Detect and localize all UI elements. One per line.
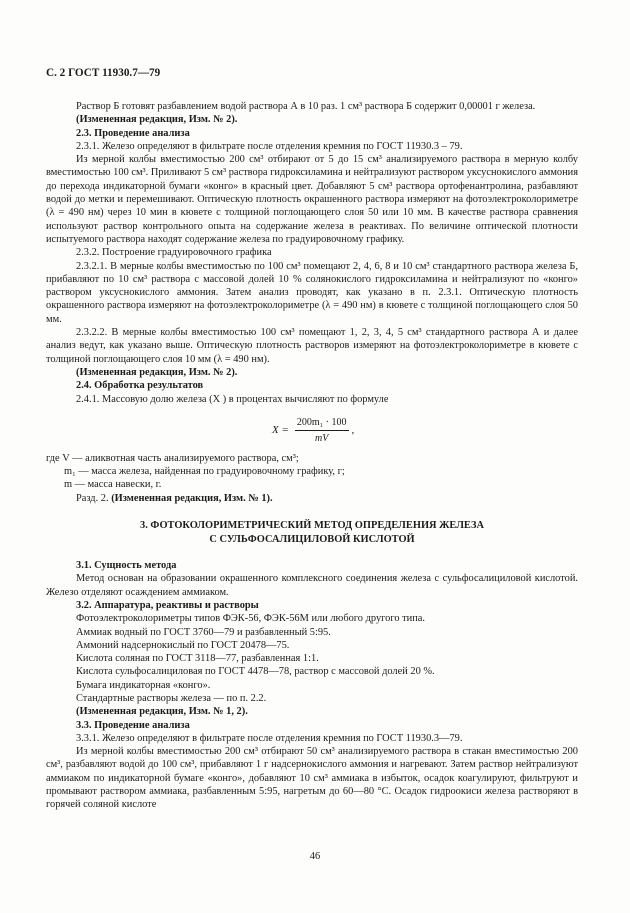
paragraph: 3.3. Проведение анализа	[76, 719, 190, 731]
formula-numerator: 200m₁ · 100	[295, 416, 349, 431]
paragraph: 2.3.2.1. В мерные колбы вместимостью по 100 см³ помещают 2, 4, 6, 8 и 10 см³ стандартного раствора железа Б, прибавляют по 10 см³ раствора с массовой долей 10 % солянокислого гидроксиламина и нейтрализуют по «конго» раствором уксуснокислого аммония. Затем анализ проводят, как указано в п. 2.3.1. Оптическую плотность окрашенного раствора измеряют на фотоэлектроколориметре (λ = 490 нм) в кювете с толщиной поглощающего слоя 50 мм.	[46, 260, 578, 325]
page-body	[46, 100, 578, 812]
paragraph: Аммоний надсернокислый по ГОСТ 20478—75.	[76, 639, 290, 651]
paragraph: Фотоэлектроколориметры типов ФЭК-56, ФЭК-56М или любого другого типа.	[76, 613, 426, 625]
running-header: С. 2 ГОСТ 11930.7—79	[46, 67, 161, 79]
section-2-body	[46, 100, 578, 406]
paragraph: Кислота соляная по ГОСТ 3118—77, разбавленная 1:1.	[76, 653, 319, 665]
section-3-title-line2: С СУЛЬФОСАЛИЦИЛОВОЙ КИСЛОТОЙ	[209, 534, 415, 546]
paragraph: Кислота сульфосалициловая по ГОСТ 4478—78, раствор с массовой долей 20 %.	[76, 666, 435, 678]
paragraph: 2.3.2.2. В мерные колбы вместимостью 100 см³ помещают 1, 2, 3, 4, 5 см³ стандартного раствора А и далее анализ ведут, как указано выше. Оптическую плотность растворов измеряют на фотоэлектроколориметре в кювете с толщиной поглощающего слоя 10 мм (λ = 490 нм).	[46, 327, 578, 365]
paragraph: 2.3. Проведение анализа	[76, 127, 190, 139]
amendment-prefix: Разд. 2.	[76, 492, 109, 504]
formula-denominator: mV	[315, 433, 329, 445]
paragraph: 3.1. Сущность метода	[76, 560, 177, 572]
section-3-title-line1: 3. ФОТОКОЛОРИМЕТРИЧЕСКИЙ МЕТОД ОПРЕДЕЛЕНИЯ ЖЕЛЕЗА	[140, 520, 484, 532]
formula-fraction	[295, 416, 349, 446]
section-3-body	[46, 559, 578, 812]
paragraph: Стандартные растворы железа — по п. 2.2.	[76, 692, 267, 704]
paragraph: Из мерной колбы вместимостью 200 см³ отбирают 50 см³ анализируемого раствора в стакан вместимостью 200 см³, разбавляют водой до 100 см³, прибавляют 1 г надсернокислого аммония и нагревают. Затем раствор нейтрализуют аммиаком по индикаторной бумаге «конго», добавляют 10 см³ аммиака в избыток, осадок коагулируют, фильтруют и промывают раствором аммиака, разбавленным 5:95, нагретым до 60—80 °С. Осадок гидроокиси железа растворяют в горячей соляной кислоте	[46, 746, 578, 811]
paragraph: (Измененная редакция, Изм. № 2).	[76, 366, 238, 378]
mass-fraction-formula	[272, 416, 354, 446]
paragraph: 2.3.2. Построение градуировочного графика	[76, 247, 272, 259]
paragraph: 2.4.1. Массовую долю железа (X ) в процентах вычисляют по формуле	[76, 393, 389, 405]
paragraph: (Измененная редакция, Изм. № 1, 2).	[76, 706, 248, 718]
paragraph: 2.4. Обработка результатов	[76, 380, 204, 392]
paragraph: 2.3.1. Железо определяют в фильтрате после отделения кремния по ГОСТ 11930.3 – 79.	[76, 140, 463, 152]
formula-tail: ,	[351, 423, 355, 436]
legend-item: m₁ — масса железа, найденная по градуировочному графику, г;	[64, 466, 345, 478]
legend-item: m — масса навески, г.	[64, 479, 162, 491]
formula-lhs: X =	[272, 423, 289, 436]
section-2-amendment	[46, 492, 578, 505]
amendment-note: (Измененная редакция, Изм. № 1).	[111, 492, 273, 504]
formula-block	[46, 410, 578, 450]
paragraph: 3.3.1. Железо определяют в фильтрате после отделения кремния по ГОСТ 11930.3—79.	[76, 732, 463, 744]
paragraph: Раствор Б готовят разбавлением водой раствора А в 10 раз. 1 см³ раствора Б содержит 0,00001 г железа.	[76, 101, 536, 112]
paragraph: Аммиак водный по ГОСТ 3760—79 и разбавленный 5:95.	[76, 626, 331, 638]
paragraph: (Измененная редакция, Изм. № 2).	[76, 114, 238, 126]
formula-legend	[46, 452, 578, 505]
legend-item: где V — аликвотная часть анализируемого раствора, см³;	[46, 452, 299, 464]
page-number: 46	[309, 851, 321, 862]
paragraph: Из мерной колбы вместимостью 200 см³ отбирают от 5 до 15 см³ анализируемого раствора в мерную колбу вместимостью 100 см³. Приливают 5 см³ раствора гидроксиламина и нейтрализуют раствором уксуснокислого аммония до перехода индикаторной бумаги «конго» в красный цвет. Добавляют 5 см³ раствора ортофенантролина, разбавляют водой до метки и перемешивают. Оптическую плотность окрашенного раствора измеряют на фотоэлектроколориметре (λ = 490 нм) через 10 мин в кювете с толщиной поглощающего слоя 50 или 10 мм. В качестве раствора сравнения используют раствор контрольного опыта на содержание железа в реактивах. По величине оптической плотности испытуемого раствора находят содержание железа по градуировочному графику.	[46, 154, 578, 245]
paragraph: 3.2. Аппаратура, реактивы и растворы	[76, 599, 259, 611]
paragraph: Бумага индикаторная «конго».	[76, 679, 211, 691]
section-3-title	[46, 519, 578, 547]
paragraph: Метод основан на образовании окрашенного комплексного соединения железа с сульфосалициловой кислотой. Железо отделяют осаждением аммиаком.	[46, 573, 578, 598]
